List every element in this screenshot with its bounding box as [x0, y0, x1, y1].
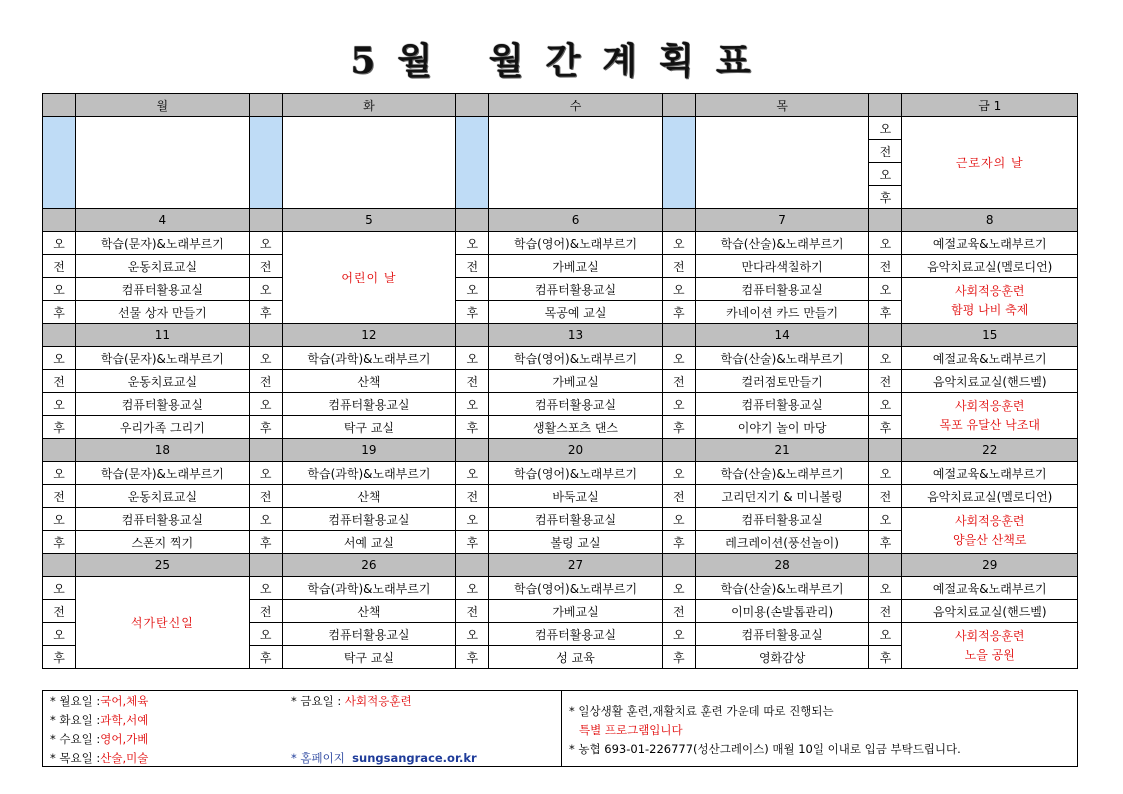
session-label: 전 [662, 485, 695, 508]
session-label: 오 [869, 117, 902, 140]
date-spacer [869, 439, 902, 462]
session-label: 오 [662, 278, 695, 301]
header-spacer [662, 94, 695, 117]
activity-cell: 이미용(손발톱관리) [695, 600, 869, 623]
session-label: 오 [249, 623, 282, 646]
session-label: 후 [456, 646, 489, 669]
date-spacer [662, 209, 695, 232]
date-cell: 12 [282, 324, 456, 347]
session-label: 오 [662, 462, 695, 485]
session-label: 전 [456, 255, 489, 278]
session-label: 오 [456, 232, 489, 255]
activity-cell: 컴퓨터활용교실 [695, 278, 869, 301]
session-label: 전 [662, 255, 695, 278]
session-label: 오 [43, 347, 76, 370]
blank-day-cell [76, 117, 250, 209]
date-spacer [662, 554, 695, 577]
session-label: 오 [869, 393, 902, 416]
activity-cell: 컴퓨터활용교실 [489, 278, 663, 301]
session-label: 오 [43, 623, 76, 646]
footer-tue-value: 과학,서예 [100, 713, 149, 727]
session-label: 전 [869, 140, 902, 163]
activity-cell: 학습(영어)&노래부르기 [489, 462, 663, 485]
date-cell: 4 [76, 209, 250, 232]
session-label: 오 [249, 347, 282, 370]
session-label: 오 [456, 278, 489, 301]
activity-cell: 운동치료교실 [76, 255, 250, 278]
activity-cell: 탁구 교실 [282, 416, 456, 439]
activity-cell: 가베교실 [489, 600, 663, 623]
session-label: 오 [662, 508, 695, 531]
session-label: 전 [869, 485, 902, 508]
date-cell: 8 [902, 209, 1078, 232]
date-cell: 5 [282, 209, 456, 232]
session-label: 전 [249, 370, 282, 393]
weekday-header-mon: 월 [76, 94, 250, 117]
activity-row [43, 393, 1078, 416]
date-cell: 11 [76, 324, 250, 347]
session-label: 오 [456, 623, 489, 646]
activity-cell: 학습(영어)&노래부르기 [489, 347, 663, 370]
header-spacer [43, 94, 76, 117]
date-row [43, 209, 1078, 232]
session-label: 후 [43, 301, 76, 324]
session-label: 오 [869, 577, 902, 600]
session-label: 후 [869, 186, 902, 209]
date-spacer [456, 209, 489, 232]
activity-cell: 예절교육&노래부르기 [902, 232, 1078, 255]
session-label: 오 [869, 347, 902, 370]
session-label: 전 [249, 600, 282, 623]
session-label: 후 [249, 646, 282, 669]
social-training-title: 사회적응훈련 [954, 513, 1025, 528]
activity-cell: 예절교육&노래부르기 [902, 462, 1078, 485]
session-label: 오 [43, 462, 76, 485]
activity-cell: 바둑교실 [489, 485, 663, 508]
footer-fri-value: 사회적응훈련 [344, 694, 412, 708]
weekday-header-wed: 수 [489, 94, 663, 117]
activity-cell: 운동치료교실 [76, 485, 250, 508]
activity-row [43, 232, 1078, 255]
date-cell: 21 [695, 439, 869, 462]
activity-cell: 컴퓨터활용교실 [282, 508, 456, 531]
session-label: 후 [869, 416, 902, 439]
activity-cell: 카네이션 카드 만들기 [695, 301, 869, 324]
date-spacer [456, 324, 489, 347]
session-label: 후 [662, 646, 695, 669]
activity-cell: 학습(산술)&노래부르기 [695, 577, 869, 600]
activity-row [43, 508, 1078, 531]
date-cell: 25 [76, 554, 250, 577]
activity-row [43, 278, 1078, 301]
activity-cell: 컴퓨터활용교실 [695, 393, 869, 416]
session-label: 후 [869, 301, 902, 324]
date-spacer [43, 324, 76, 347]
session-label: 후 [662, 416, 695, 439]
social-training-place: 노을 공원 [964, 647, 1015, 662]
date-cell: 28 [695, 554, 869, 577]
session-label: 오 [43, 508, 76, 531]
date-row [43, 439, 1078, 462]
activity-cell: 우리가족 그리기 [76, 416, 250, 439]
date-spacer [249, 324, 282, 347]
activity-cell: 산책 [282, 485, 456, 508]
activity-cell: 학습(과학)&노래부르기 [282, 462, 456, 485]
date-spacer [249, 554, 282, 577]
activity-row [43, 485, 1078, 508]
social-training-place: 함평 나비 축제 [951, 302, 1029, 317]
social-training-title: 사회적응훈련 [954, 283, 1025, 298]
footer-note-2: 특별 프로그램입니다 [579, 723, 683, 737]
activity-cell: 탁구 교실 [282, 646, 456, 669]
date-spacer [43, 554, 76, 577]
activity-row [43, 577, 1078, 600]
session-label: 오 [662, 577, 695, 600]
holiday-cell: 석가탄신일 [76, 577, 250, 669]
session-label: 전 [43, 255, 76, 278]
activity-cell: 영화감상 [695, 646, 869, 669]
weekday-header-tue: 화 [282, 94, 456, 117]
session-label: 전 [662, 370, 695, 393]
session-label: 오 [869, 232, 902, 255]
session-label: 후 [43, 531, 76, 554]
activity-cell: 레크레이션(풍선놀이) [695, 531, 869, 554]
footer-note-3: * 농협 693-01-226777(성산그레이스) 매월 10일 이내로 입금 부탁드립니다. [569, 742, 961, 756]
activity-cell: 컴퓨터활용교실 [76, 508, 250, 531]
date-spacer [869, 324, 902, 347]
activity-cell: 산책 [282, 600, 456, 623]
footer-mon-value: 국어,체육 [100, 694, 149, 708]
blank-label-cell [43, 117, 76, 209]
activity-cell: 음악치료교실(멜로디언) [902, 485, 1078, 508]
activity-cell: 가베교실 [489, 255, 663, 278]
date-spacer [249, 439, 282, 462]
activity-cell: 컬러점토만들기 [695, 370, 869, 393]
activity-cell: 학습(과학)&노래부르기 [282, 577, 456, 600]
activity-cell: 컴퓨터활용교실 [489, 623, 663, 646]
date-spacer [662, 439, 695, 462]
activity-cell: 학습(영어)&노래부르기 [489, 577, 663, 600]
session-label: 오 [249, 393, 282, 416]
session-label: 오 [662, 232, 695, 255]
session-label: 후 [662, 531, 695, 554]
date-spacer [662, 324, 695, 347]
date-cell: 22 [902, 439, 1078, 462]
footer-fri-label: * 금요일 : [291, 694, 342, 708]
activity-cell: 컴퓨터활용교실 [489, 508, 663, 531]
session-label: 오 [43, 232, 76, 255]
session-label: 후 [456, 416, 489, 439]
date-spacer [43, 209, 76, 232]
footer-thu [50, 750, 148, 766]
social-training-title: 사회적응훈련 [954, 628, 1025, 643]
date-spacer [249, 209, 282, 232]
activity-cell: 음악치료교실(핸드벨) [902, 370, 1078, 393]
footer-wed [50, 731, 148, 747]
session-label: 오 [456, 577, 489, 600]
activity-row [43, 370, 1078, 393]
date-cell: 6 [489, 209, 663, 232]
homepage-link[interactable]: sungsangrace.or.kr [352, 751, 477, 765]
activity-cell: 가베교실 [489, 370, 663, 393]
session-label: 오 [869, 278, 902, 301]
session-label: 오 [869, 623, 902, 646]
date-cell: 7 [695, 209, 869, 232]
session-label: 오 [43, 393, 76, 416]
footer-homepage [291, 750, 477, 766]
date-cell: 19 [282, 439, 456, 462]
session-label: 후 [249, 301, 282, 324]
session-label: 후 [456, 301, 489, 324]
session-label: 전 [43, 370, 76, 393]
activity-cell: 볼링 교실 [489, 531, 663, 554]
session-label: 전 [456, 600, 489, 623]
footer-wed-label: * 수요일 : [50, 732, 101, 746]
social-training-cell [902, 278, 1078, 324]
footer-tue [50, 712, 148, 728]
session-label: 오 [456, 462, 489, 485]
activity-row [43, 347, 1078, 370]
session-label: 오 [662, 347, 695, 370]
social-training-cell [902, 393, 1078, 439]
activity-cell: 서예 교실 [282, 531, 456, 554]
monthly-calendar [42, 93, 1078, 669]
session-label: 오 [249, 577, 282, 600]
activity-cell: 선물 상자 만들기 [76, 301, 250, 324]
session-label: 후 [249, 531, 282, 554]
activity-cell: 음악치료교실(멜로디언) [902, 255, 1078, 278]
footer-mon [50, 693, 148, 709]
weekday-header-row [43, 94, 1078, 117]
activity-cell: 학습(문자)&노래부르기 [76, 232, 250, 255]
session-label: 오 [249, 462, 282, 485]
date-cell: 15 [902, 324, 1078, 347]
header-spacer [869, 94, 902, 117]
activity-cell: 컴퓨터활용교실 [282, 623, 456, 646]
session-label: 후 [662, 301, 695, 324]
activity-cell: 학습(과학)&노래부르기 [282, 347, 456, 370]
weekday-header-thu: 목 [695, 94, 869, 117]
activity-cell: 성 교육 [489, 646, 663, 669]
activity-cell: 산책 [282, 370, 456, 393]
session-label: 오 [43, 278, 76, 301]
date-row [43, 324, 1078, 347]
session-label: 전 [869, 255, 902, 278]
footer-thu-value: 산술,미술 [100, 751, 149, 765]
activity-cell: 학습(영어)&노래부르기 [489, 232, 663, 255]
blank-day-cell [489, 117, 663, 209]
session-label: 오 [249, 232, 282, 255]
date-cell: 26 [282, 554, 456, 577]
session-label: 후 [869, 646, 902, 669]
activity-cell: 학습(산술)&노래부르기 [695, 347, 869, 370]
session-label: 오 [456, 508, 489, 531]
session-label: 전 [43, 600, 76, 623]
date-row [43, 554, 1078, 577]
activity-cell: 운동치료교실 [76, 370, 250, 393]
activity-row [43, 462, 1078, 485]
footer-wed-value: 영어,가베 [100, 732, 149, 746]
blank-label-cell [662, 117, 695, 209]
activity-cell: 고리던지기 & 미니볼링 [695, 485, 869, 508]
activity-cell: 컴퓨터활용교실 [76, 278, 250, 301]
session-label: 오 [662, 393, 695, 416]
session-label: 오 [869, 462, 902, 485]
blank-day-cell [695, 117, 869, 209]
activity-cell: 컴퓨터활용교실 [695, 508, 869, 531]
session-label: 오 [662, 623, 695, 646]
footer-divider [561, 691, 562, 766]
activity-cell: 만다라색칠하기 [695, 255, 869, 278]
footer-mon-label: * 월요일 : [50, 694, 101, 708]
session-label: 전 [43, 485, 76, 508]
social-training-place: 목포 유달산 낙조대 [939, 417, 1040, 432]
footer-thu-label: * 목요일 : [50, 751, 101, 765]
date-cell: 14 [695, 324, 869, 347]
date-spacer [43, 439, 76, 462]
activity-cell: 학습(문자)&노래부르기 [76, 347, 250, 370]
session-label: 오 [869, 508, 902, 531]
blank-label-cell [249, 117, 282, 209]
session-label: 오 [456, 393, 489, 416]
activity-cell: 스폰지 찍기 [76, 531, 250, 554]
activity-cell: 학습(산술)&노래부르기 [695, 232, 869, 255]
session-label: 전 [869, 600, 902, 623]
activity-cell: 목공예 교실 [489, 301, 663, 324]
activity-cell: 예절교육&노래부르기 [902, 347, 1078, 370]
activity-cell: 컴퓨터활용교실 [282, 393, 456, 416]
activity-cell: 컴퓨터활용교실 [76, 393, 250, 416]
session-label: 오 [43, 577, 76, 600]
header-spacer [249, 94, 282, 117]
date-spacer [869, 554, 902, 577]
session-label: 전 [869, 370, 902, 393]
session-label: 후 [43, 646, 76, 669]
date-cell: 27 [489, 554, 663, 577]
social-training-place: 양을산 산책로 [953, 532, 1027, 547]
session-label: 전 [456, 370, 489, 393]
activity-cell: 생활스포츠 댄스 [489, 416, 663, 439]
session-label: 후 [249, 416, 282, 439]
activity-cell: 학습(산술)&노래부르기 [695, 462, 869, 485]
social-training-cell [902, 508, 1078, 554]
activity-cell: 컴퓨터활용교실 [489, 393, 663, 416]
session-label: 오 [249, 278, 282, 301]
date-spacer [456, 554, 489, 577]
session-label: 후 [456, 531, 489, 554]
date-spacer [456, 439, 489, 462]
activity-row [43, 255, 1078, 278]
footer-notes [42, 690, 1078, 767]
footer-tue-label: * 화요일 : [50, 713, 101, 727]
session-label: 전 [456, 485, 489, 508]
blank-label-cell [456, 117, 489, 209]
date-spacer [869, 209, 902, 232]
activity-cell: 이야기 놀이 마당 [695, 416, 869, 439]
holiday-labor-day: 근로자의 날 [902, 117, 1078, 209]
session-label: 오 [249, 508, 282, 531]
holiday-cell: 어린이 날 [282, 232, 456, 324]
date-cell: 18 [76, 439, 250, 462]
blank-day-cell [282, 117, 456, 209]
date-cell: 13 [489, 324, 663, 347]
date-cell: 20 [489, 439, 663, 462]
activity-cell: 예절교육&노래부르기 [902, 577, 1078, 600]
page-title: 5월 월간계획표 [350, 40, 773, 82]
homepage-label: * 홈페이지 [291, 751, 345, 765]
footer-fri [291, 693, 412, 709]
social-training-cell [902, 623, 1078, 669]
session-label: 후 [869, 531, 902, 554]
session-label: 오 [869, 163, 902, 186]
session-label: 후 [43, 416, 76, 439]
weekday-header-fri: 금 1 [902, 94, 1078, 117]
header-spacer [456, 94, 489, 117]
session-label: 전 [249, 485, 282, 508]
social-training-title: 사회적응훈련 [954, 398, 1025, 413]
session-label: 전 [662, 600, 695, 623]
footer-note-1: * 일상생활 훈련,재활치료 훈련 가운데 따로 진행되는 [569, 704, 834, 718]
session-label: 전 [249, 255, 282, 278]
activity-cell: 학습(문자)&노래부르기 [76, 462, 250, 485]
date-cell: 29 [902, 554, 1078, 577]
activity-cell: 컴퓨터활용교실 [695, 623, 869, 646]
activity-cell: 음악치료교실(핸드벨) [902, 600, 1078, 623]
session-label: 오 [456, 347, 489, 370]
